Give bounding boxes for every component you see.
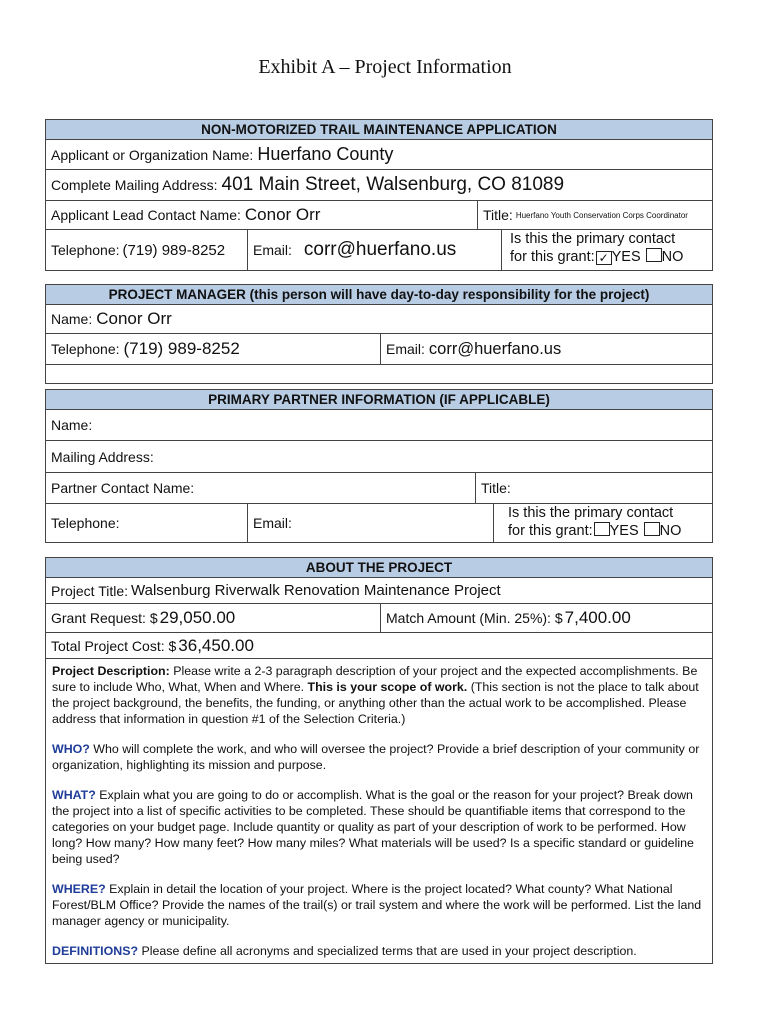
manager-email-field[interactable]: corr@huerfano.us: [428, 339, 562, 358]
grant-row: [46, 604, 712, 633]
desc-text2: (This section is not the place to talk about the project background, the benefits, the funding, or anything other than the actual work to be accomplished. Please address that information in question #1 of the Selection Criteria.): [52, 680, 699, 726]
project-title-label: Project Title:: [51, 582, 129, 599]
partner-yes-label: YES: [609, 523, 639, 539]
title-label: Title:: [483, 207, 513, 223]
yes-checkbox[interactable]: ✓: [596, 251, 612, 265]
manager-contact-row: [46, 334, 712, 365]
address-label: Complete Mailing Address:: [51, 177, 218, 193]
contact-field[interactable]: Conor Orr: [244, 205, 321, 224]
email-label: Email:: [253, 242, 292, 258]
grant-field[interactable]: 29,050.00: [159, 608, 236, 627]
total-field[interactable]: 36,450.00: [178, 635, 254, 655]
partner-name-label: Name:: [51, 417, 93, 433]
definitions-label: DEFINITIONS?: [52, 944, 139, 958]
primary-contact-question: [501, 230, 712, 270]
manager-email-label: Email:: [386, 341, 425, 357]
partner-contact-row: [46, 473, 712, 504]
phone-label: Telephone:: [51, 242, 120, 258]
partner-title-label: Title:: [481, 480, 511, 496]
partner-yes-checkbox[interactable]: [594, 522, 610, 536]
who-text: Who will complete the work, and who will oversee the project? Provide a brief description of your community or organization, highlighting its mission and purpose.: [52, 742, 700, 772]
primary-line2: for this grant:: [510, 249, 595, 265]
partner-contact-label: Partner Contact Name:: [51, 480, 195, 496]
partner-no-checkbox[interactable]: [644, 522, 660, 536]
match-field[interactable]: 7,400.00: [564, 608, 631, 627]
address-field[interactable]: 401 Main Street, Walsenburg, CO 81089: [221, 174, 565, 195]
description-row: [46, 659, 712, 963]
no-label: NO: [661, 249, 684, 265]
what-label: WHAT?: [52, 788, 96, 802]
what-text: Explain what you are going to do or accomplish. What is the goal or the reason for your project? Break down the project into a list of specific activities to be completed. These should be quantifiable items that correspond to the categories on your budget page. Include quantity or quality as part of your description of work to be performed. How long? How many? How many feet? How many miles? What materials will be used? Is a specific standard or guideline being used?: [52, 788, 694, 866]
description-text[interactable]: [46, 659, 712, 977]
manager-name-label: Name:: [51, 311, 93, 327]
project-title-field[interactable]: Walsenburg Riverwalk Renovation Maintenance Project: [131, 582, 501, 599]
desc-label: Project Description:: [52, 664, 170, 678]
contact-label: Applicant Lead Contact Name:: [51, 207, 241, 223]
no-checkbox[interactable]: [646, 248, 662, 262]
partner-primary-line1: Is this the primary contact: [508, 505, 674, 521]
partner-section: [45, 389, 713, 543]
definitions-text: Please define all acronyms and specialized terms that are used in your project description.: [138, 944, 637, 958]
partner-phone-row: [46, 504, 712, 542]
org-label: Applicant or Organization Name:: [51, 146, 254, 163]
applicant-section: [45, 119, 713, 271]
total-label: Total Project Cost: $: [51, 637, 177, 654]
phone-row: [46, 230, 712, 270]
desc-bold: This is your scope of work.: [307, 680, 468, 694]
who-label: WHO?: [52, 742, 90, 756]
partner-address-row: [46, 441, 712, 473]
grant-label: Grant Request: $: [51, 610, 158, 626]
manager-name-field[interactable]: Conor Orr: [96, 309, 172, 328]
manager-section: [45, 284, 713, 384]
project-title-row: [46, 578, 712, 604]
partner-primary-question: [493, 504, 712, 542]
where-label: WHERE?: [52, 882, 106, 896]
email-field[interactable]: corr@huerfano.us: [303, 239, 457, 260]
address-row: [46, 170, 712, 201]
partner-address-label: Mailing Address:: [51, 448, 154, 465]
contact-row: [46, 201, 712, 230]
partner-header: PRIMARY PARTNER INFORMATION (IF APPLICABLE): [46, 390, 712, 410]
partner-no-label: NO: [659, 523, 682, 539]
total-row: [46, 633, 712, 659]
primary-line1: Is this the primary contact: [510, 231, 676, 247]
yes-label: YES: [611, 249, 641, 265]
manager-phone-label: Telephone:: [51, 341, 120, 357]
project-header: ABOUT THE PROJECT: [46, 558, 712, 578]
match-label: Match Amount (Min. 25%): $: [386, 610, 563, 626]
partner-name-row: [46, 410, 712, 441]
desc-text1: Please write a 2-3 paragraph description of your project and the expected accomplishments. Be sure to include Who, What, When and Where.: [52, 664, 698, 694]
partner-primary-line2: for this grant:: [508, 523, 593, 539]
manager-name-row: [46, 305, 712, 334]
phone-field[interactable]: (719) 989-8252: [122, 241, 226, 259]
applicant-header: NON-MOTORIZED TRAIL MAINTENANCE APPLICATION: [46, 120, 712, 140]
org-row: [46, 140, 712, 170]
partner-phone-label: Telephone:: [51, 515, 120, 531]
org-field[interactable]: Huerfano County: [257, 144, 394, 164]
manager-header: PROJECT MANAGER (this person will have day-to-day responsibility for the project): [46, 285, 712, 305]
manager-blank-row: [46, 365, 712, 383]
title-field[interactable]: Huerfano Youth Conservation Corps Coordinator: [515, 210, 688, 220]
project-section: [45, 557, 713, 964]
where-text: Explain in detail the location of your project. Where is the project located? What county? What National Forest/BLM Office? Provide the names of the trail(s) or trail system and where the work will be performed. List the land manager agency or municipality.: [52, 882, 702, 928]
partner-email-label: Email:: [253, 515, 292, 531]
manager-phone-field[interactable]: (719) 989-8252: [123, 339, 240, 358]
exhibit-title: Exhibit A – Project Information: [258, 56, 512, 78]
